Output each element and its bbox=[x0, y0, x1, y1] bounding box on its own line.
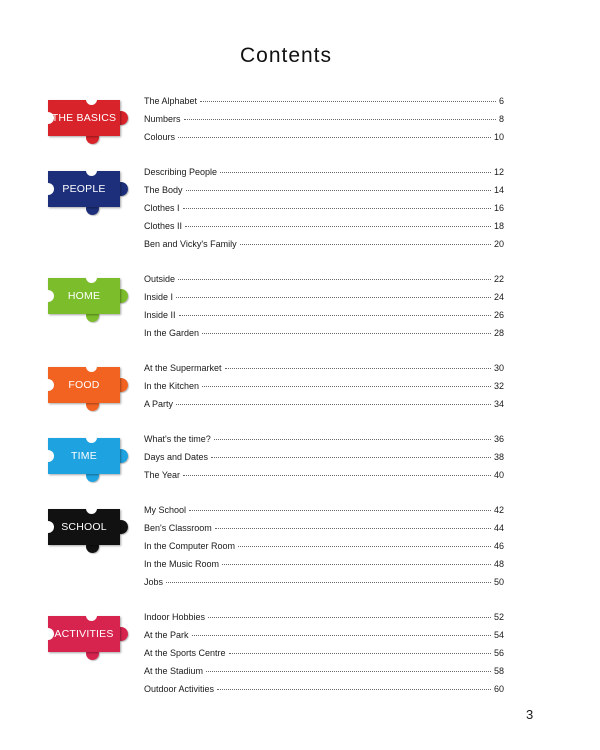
dot-leader bbox=[202, 333, 491, 334]
dot-leader bbox=[238, 546, 491, 547]
entry-page: 18 bbox=[493, 221, 504, 231]
entry-page: 34 bbox=[493, 399, 504, 409]
toc-entry[interactable] bbox=[144, 381, 504, 399]
dot-leader bbox=[192, 635, 491, 636]
entry-title: In the Computer Room bbox=[144, 541, 236, 551]
page-title: Contents bbox=[239, 44, 333, 67]
entry-title: Inside I bbox=[144, 292, 174, 302]
section-label: THE BASICS bbox=[51, 112, 117, 124]
toc-entry[interactable] bbox=[144, 185, 504, 203]
dot-leader bbox=[202, 386, 491, 387]
entry-title: What's the time? bbox=[144, 434, 211, 444]
dot-leader bbox=[220, 172, 491, 173]
entry-title: At the Sports Centre bbox=[144, 648, 226, 658]
dot-leader bbox=[178, 137, 491, 138]
dot-leader bbox=[176, 297, 491, 298]
dot-leader bbox=[229, 653, 491, 654]
entry-page: 8 bbox=[498, 114, 504, 124]
toc-entry[interactable] bbox=[144, 114, 504, 132]
entry-title: Ben's Classroom bbox=[144, 523, 212, 533]
entry-title: The Alphabet bbox=[144, 96, 198, 106]
dot-leader bbox=[217, 689, 491, 690]
dot-leader bbox=[185, 226, 491, 227]
entry-page: 22 bbox=[493, 274, 504, 284]
entry-page: 32 bbox=[493, 381, 504, 391]
section-badge bbox=[48, 100, 120, 136]
section-label: SCHOOL bbox=[61, 521, 107, 533]
dot-leader bbox=[211, 457, 491, 458]
entry-title: At the Stadium bbox=[144, 666, 204, 676]
toc-entry[interactable] bbox=[144, 559, 504, 577]
toc-entry[interactable] bbox=[144, 612, 504, 630]
entry-list bbox=[144, 96, 504, 150]
entry-page: 48 bbox=[493, 559, 504, 569]
entry-page: 28 bbox=[493, 328, 504, 338]
dot-leader bbox=[200, 101, 496, 102]
dot-leader bbox=[208, 617, 491, 618]
entry-list bbox=[144, 167, 504, 257]
entry-title: At the Supermarket bbox=[144, 363, 222, 373]
toc-entry[interactable] bbox=[144, 132, 504, 150]
entry-list bbox=[144, 274, 504, 346]
entry-page: 56 bbox=[493, 648, 504, 658]
toc-entry[interactable] bbox=[144, 684, 504, 702]
dot-leader bbox=[214, 439, 491, 440]
toc-entry[interactable] bbox=[144, 310, 504, 328]
entry-title: In the Kitchen bbox=[144, 381, 200, 391]
entry-page: 24 bbox=[493, 292, 504, 302]
dot-leader bbox=[166, 582, 491, 583]
section-label: ACTIVITIES bbox=[54, 628, 114, 640]
entry-title: Describing People bbox=[144, 167, 218, 177]
entry-title: Indoor Hobbies bbox=[144, 612, 206, 622]
entry-title: In the Garden bbox=[144, 328, 200, 338]
dot-leader bbox=[183, 208, 491, 209]
dot-leader bbox=[176, 404, 491, 405]
dot-leader bbox=[206, 671, 491, 672]
toc-entry[interactable] bbox=[144, 648, 504, 666]
entry-page: 40 bbox=[493, 470, 504, 480]
toc-entry[interactable] bbox=[144, 630, 504, 648]
toc-entry[interactable] bbox=[144, 523, 504, 541]
entry-page: 60 bbox=[493, 684, 504, 694]
entry-page: 30 bbox=[493, 363, 504, 373]
entry-page: 6 bbox=[498, 96, 504, 106]
toc-entry[interactable] bbox=[144, 274, 504, 292]
entry-title: A Party bbox=[144, 399, 174, 409]
toc-entry[interactable] bbox=[144, 666, 504, 684]
dot-leader bbox=[186, 190, 491, 191]
section-badge bbox=[48, 616, 120, 652]
toc-entry[interactable] bbox=[144, 452, 504, 470]
entry-page: 50 bbox=[493, 577, 504, 587]
entry-list bbox=[144, 612, 504, 702]
section-badge bbox=[48, 367, 120, 403]
entry-title: The Body bbox=[144, 185, 183, 195]
entry-title: The Year bbox=[144, 470, 181, 480]
entry-list bbox=[144, 434, 504, 488]
toc-entry[interactable] bbox=[144, 328, 504, 346]
dot-leader bbox=[240, 244, 491, 245]
toc-entry[interactable] bbox=[144, 203, 504, 221]
dot-leader bbox=[178, 279, 491, 280]
entry-page: 36 bbox=[493, 434, 504, 444]
entry-page: 58 bbox=[493, 666, 504, 676]
dot-leader bbox=[184, 119, 496, 120]
page-number: 3 bbox=[526, 707, 534, 722]
entry-title: Ben and Vicky's Family bbox=[144, 239, 237, 249]
dot-leader bbox=[222, 564, 491, 565]
entry-title: Numbers bbox=[144, 114, 181, 124]
entry-title: My School bbox=[144, 505, 187, 515]
toc-entry[interactable] bbox=[144, 577, 504, 595]
toc-entry[interactable] bbox=[144, 434, 504, 452]
toc-entry[interactable] bbox=[144, 470, 504, 488]
toc-entry[interactable] bbox=[144, 221, 504, 239]
section-label: FOOD bbox=[68, 379, 100, 391]
entry-list bbox=[144, 363, 504, 417]
entry-page: 20 bbox=[493, 239, 504, 249]
toc-entry[interactable] bbox=[144, 292, 504, 310]
entry-page: 26 bbox=[493, 310, 504, 320]
entry-page: 42 bbox=[493, 505, 504, 515]
entry-title: Days and Dates bbox=[144, 452, 209, 462]
entry-title: In the Music Room bbox=[144, 559, 220, 569]
entry-list bbox=[144, 505, 504, 595]
dot-leader bbox=[215, 528, 491, 529]
entry-title: Outside bbox=[144, 274, 176, 284]
entry-title: Colours bbox=[144, 132, 176, 142]
section-badge bbox=[48, 509, 120, 545]
entry-title: Inside II bbox=[144, 310, 176, 320]
toc-entry[interactable] bbox=[144, 239, 504, 257]
section-badge bbox=[48, 438, 120, 474]
toc-entry[interactable] bbox=[144, 505, 504, 523]
toc-entry[interactable] bbox=[144, 541, 504, 559]
toc-entry[interactable] bbox=[144, 399, 504, 417]
entry-title: Clothes II bbox=[144, 221, 183, 231]
entry-page: 46 bbox=[493, 541, 504, 551]
entry-page: 14 bbox=[493, 185, 504, 195]
entry-title: Clothes I bbox=[144, 203, 180, 213]
entry-page: 38 bbox=[493, 452, 504, 462]
section-badge bbox=[48, 171, 120, 207]
toc-entry[interactable] bbox=[144, 363, 504, 381]
entry-page: 52 bbox=[493, 612, 504, 622]
dot-leader bbox=[225, 368, 491, 369]
section-label: TIME bbox=[71, 450, 97, 462]
dot-leader bbox=[183, 475, 491, 476]
section-label: HOME bbox=[67, 290, 101, 302]
dot-leader bbox=[179, 315, 491, 316]
entry-title: Outdoor Activities bbox=[144, 684, 215, 694]
entry-page: 12 bbox=[493, 167, 504, 177]
entry-page: 10 bbox=[493, 132, 504, 142]
dot-leader bbox=[189, 510, 491, 511]
entry-page: 44 bbox=[493, 523, 504, 533]
toc-entry[interactable] bbox=[144, 167, 504, 185]
entry-title: At the Park bbox=[144, 630, 189, 640]
entry-page: 54 bbox=[493, 630, 504, 640]
section-badge bbox=[48, 278, 120, 314]
entry-page: 16 bbox=[493, 203, 504, 213]
toc-entry[interactable] bbox=[144, 96, 504, 114]
section-label: PEOPLE bbox=[62, 183, 106, 195]
entry-title: Jobs bbox=[144, 577, 164, 587]
